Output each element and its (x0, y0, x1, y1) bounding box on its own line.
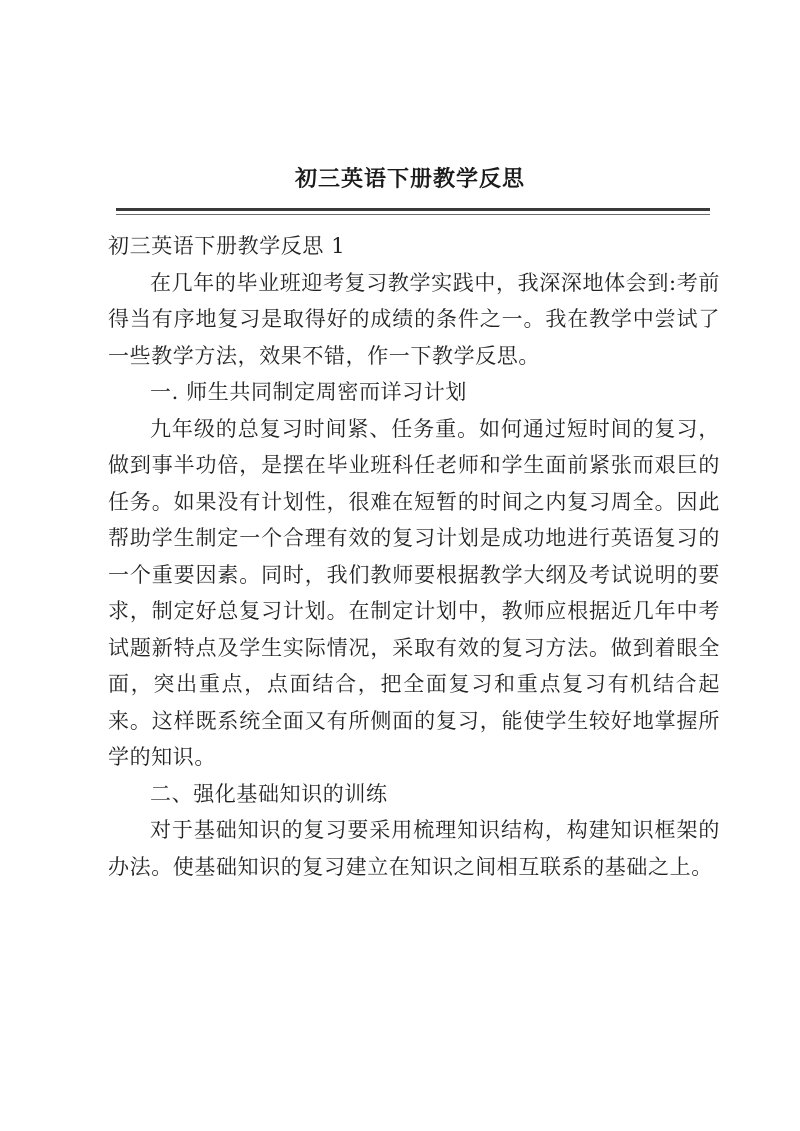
paragraph-plan: 九年级的总复习时间紧、任务重。如何通过短时间的复习，做到事半功倍，是摆在毕业班科任老师和学生面前紧张而艰巨的任务。如果没有计划性，很难在短暂的时间之内复习周全。因此帮助学生制定一个合理有效的复习计划是成功地进行英语复习的一个重要因素。同时，我们教师要根据教学大纲及考试说明的要求，制定好总复习计划。在制定计划中，教师应根据近几年中考试题新特点及学生实际情况，采取有效的复习方法。做到着眼全面，突出重点，点面结合，把全面复习和重点复习有机结合起来。这样既系统全面又有所侧面的复习，能使学生较好地掌握所学的知识。 (108, 416, 720, 769)
paragraph-basics: 对于基础知识的复习要采用梳理知识结构，构建知识框架的办法。使基础知识的复习建立在知识之间相互联系的基础之上。 (108, 818, 720, 879)
title-divider-thin (116, 214, 710, 215)
title-divider-thick (116, 208, 710, 211)
subheading-basics: 二、强化基础知识的训练 (150, 781, 388, 806)
document-body (108, 228, 720, 885)
paragraph-intro: 在几年的毕业班迎考复习教学实践中，我深深地体会到:考前得当有序地复习是取得好的成绩的条件之一。我在教学中尝试了一些教学方法，效果不错，作一下教学反思。 (108, 270, 720, 368)
section-heading: 初三英语下册教学反思 1 (108, 234, 346, 258)
subheading-plan: 一. 师生共同制定周密而详习计划 (150, 380, 467, 404)
document-title: 初三英语下册教学反思 (294, 166, 525, 192)
